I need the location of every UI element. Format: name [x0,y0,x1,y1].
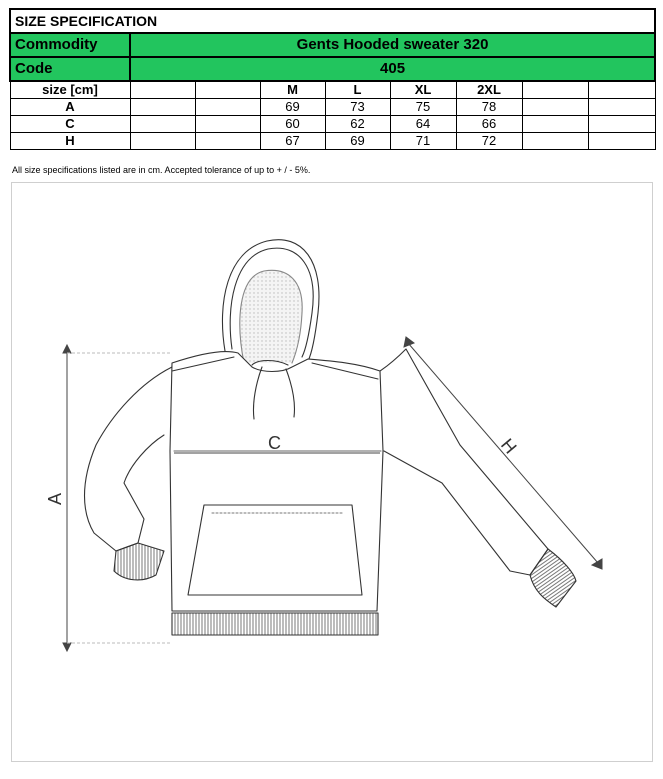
commodity-value: Gents Hooded sweater 320 [130,33,655,57]
table-title: SIZE SPECIFICATION [10,9,655,33]
table-row [10,116,655,133]
table-row [10,133,655,150]
table-cell: 78 [456,99,522,116]
table-cell [522,116,588,133]
table-cell: 62 [325,116,390,133]
size-header: size [cm] [10,81,130,99]
table-cell [195,133,260,150]
table-cell: 72 [456,133,522,150]
waistband [172,613,378,635]
label-c: C [268,433,281,453]
table-cell [522,99,588,116]
row-label: H [10,133,130,150]
size-col-2xl: 2XL [456,81,522,99]
code-value: 405 [130,57,655,81]
label-a: A [45,492,65,505]
table-cell: 64 [390,116,456,133]
size-col-l: L [325,81,390,99]
table-cell [130,116,195,133]
table-cell [130,99,195,116]
code-label: Code [10,57,130,81]
table-cell: 69 [260,99,325,116]
table-cell: 67 [260,133,325,150]
size-specification-table [9,8,656,150]
commodity-label: Commodity [10,33,130,57]
table-cell [195,116,260,133]
row-label: C [10,116,130,133]
body-outline [170,351,383,611]
table-row [10,99,655,116]
table-cell [588,116,655,133]
table-cell [130,133,195,150]
table-cell: 71 [390,133,456,150]
table-cell: 66 [456,116,522,133]
table-cell: 60 [260,116,325,133]
table-cell [588,133,655,150]
hoodie-drawing [11,182,653,762]
table-cell [522,133,588,150]
hood-outline [222,240,319,365]
row-label: A [10,99,130,116]
size-col-7 [522,81,588,99]
size-col-8 [588,81,655,99]
size-col-2 [195,81,260,99]
hoodie-illustration [12,183,652,761]
left-sleeve [85,367,173,580]
table-cell: 75 [390,99,456,116]
size-col-xl: XL [390,81,456,99]
right-sleeve [380,349,576,607]
table-cell: 69 [325,133,390,150]
table-cell [195,99,260,116]
size-col-m: M [260,81,325,99]
table-cell [588,99,655,116]
size-col-1 [130,81,195,99]
tolerance-note: All size specifications listed are in cm. Accepted tolerance of up to + / - 5%. [12,165,311,175]
label-h: H [496,434,521,458]
table-cell: 73 [325,99,390,116]
